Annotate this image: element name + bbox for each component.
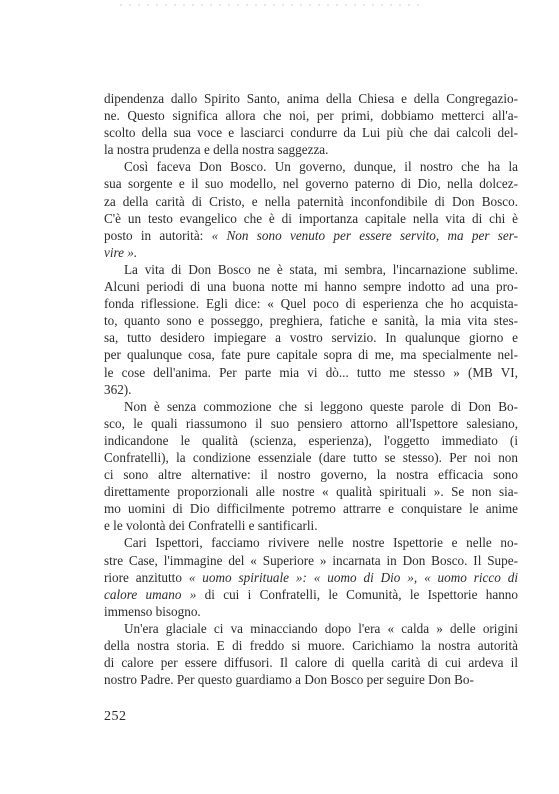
text-line [104, 449, 518, 466]
scan-artifact [120, 4, 420, 6]
text-segment: scolto della sua voce e lasciarci condurre da Lui più che dai calcoli del- [104, 125, 518, 141]
text-segment: sco, le quali riassumono il suo pensiero attorno all'Ispettore salesiano, [104, 415, 518, 431]
text-segment: mo uomini di Dio difficilmente potremo attrarre e conquistare le anime [104, 501, 518, 517]
text-segment: per qualunque cosa, fate pure capitale sopra di me, ma specialmente nel- [104, 347, 518, 363]
text-line [104, 671, 518, 688]
paragraph [104, 534, 518, 619]
text-line [104, 415, 518, 432]
paragraph [104, 158, 518, 261]
text-line [104, 398, 518, 415]
text-segment: immenso bisogno. [104, 603, 201, 619]
text-line [104, 261, 518, 278]
text-line [104, 586, 518, 603]
text-segment: indicandone le qualità (scienza, esperienza), l'oggetto immediato (i [104, 432, 518, 448]
text-segment: stre Case, l'immagine del « Superiore » incarnata in Don Bosco. Il Supe- [104, 552, 518, 568]
text-segment: Non è senza commozione che si leggono queste parole di Don Bo- [124, 398, 518, 414]
text-segment: sua sorgente e il suo modello, nel governo paterno di Dio, nella dolcez- [104, 176, 518, 192]
text-line [104, 278, 518, 295]
text-segment: di cui i Confratelli, le Comunità, le Ispettorie hanno [196, 586, 518, 602]
text-line [104, 175, 518, 192]
text-segment: la nostra prudenza e della nostra saggezza. [104, 142, 329, 158]
text-segment: za della carità di Cristo, e nella paternità inconfondibile di Don Bosco. [104, 193, 518, 209]
text-line [104, 620, 518, 637]
text-segment: riore anzitutto [104, 569, 189, 585]
text-segment: calore umano » [104, 586, 197, 602]
text-line [104, 364, 518, 381]
text-segment: ci sono altre alternative: il nostro governo, la nostra efficacia sono [104, 467, 518, 483]
text-line [104, 193, 518, 210]
text-segment: vire ». [104, 244, 138, 260]
text-segment: Cari Ispettori, facciamo rivivere nelle nostre Ispettorie e nelle no- [124, 535, 518, 551]
text-line [104, 517, 518, 534]
text-segment: le cose dell'anima. Per parte mia vi dò... tutto me stesso » (MB VI, [104, 364, 518, 380]
text-line [104, 329, 518, 346]
text-line [104, 312, 518, 329]
body-text [104, 90, 518, 688]
text-line [104, 637, 518, 654]
text-line [104, 158, 518, 175]
text-line [104, 654, 518, 671]
text-segment: Un'era glaciale ci va minacciando dopo l'era « calda » delle origini [124, 620, 518, 636]
text-line [104, 552, 518, 569]
text-line [104, 346, 518, 363]
text-segment: della nostra storia. E di freddo si muore. Carichiamo la nostra autorità [104, 638, 518, 653]
text-segment: sa, tutto desidero impiegare a vostro servizio. In qualunque giorno e [104, 330, 518, 346]
paragraph [104, 90, 518, 158]
text-line [104, 381, 518, 398]
text-segment: fonda riflessione. Egli dice: « Quel poco di esperienza che ho acquista- [104, 296, 518, 312]
text-line [104, 124, 518, 141]
text-segment: 362). [104, 381, 132, 397]
text-segment: ne. Questo significa allora che noi, per primi, dobbiamo metterci all'a- [104, 108, 518, 124]
text-segment: dipendenza dallo Spirito Santo, anima della Chiesa e della Congregazio- [104, 91, 518, 106]
text-line [104, 90, 518, 107]
text-segment: nostro Padre. Per questo guardiamo a Don Bosco per seguire Don Bo- [104, 672, 474, 688]
text-line [104, 244, 518, 261]
text-segment: direttamente proporzionali alle nostre « qualità spirituali ». Se non sia- [104, 484, 518, 500]
text-line [104, 210, 518, 227]
text-segment: « Non sono venuto per essere servito, ma per ser- [211, 227, 518, 243]
text-line [104, 227, 518, 244]
text-segment: e le volontà dei Confratelli e santificarli. [104, 518, 318, 534]
text-line [104, 295, 518, 312]
text-segment: La vita di Don Bosco ne è stata, mi sembra, l'incarnazione sublime. [124, 261, 518, 277]
text-line [104, 569, 518, 586]
page-number: 252 [104, 709, 127, 724]
text-line [104, 466, 518, 483]
text-line [104, 107, 518, 124]
text-line [104, 141, 518, 158]
text-line [104, 483, 518, 500]
paragraph [104, 620, 518, 688]
text-segment: « uomo spirituale »: « uomo di Dio », « uomo ricco di [188, 569, 518, 585]
paragraph [104, 398, 518, 535]
text-segment: Alcuni periodi di una buona notte mi hanno sempre indotto ad una pro- [104, 279, 518, 295]
text-line [104, 432, 518, 449]
text-line [104, 534, 518, 551]
text-segment: di calore per essere diffusori. Il calore di quella carità di cui ardeva il [104, 655, 518, 671]
text-segment: C'è un testo evangelico che è di importanza capitale nella vita di chi è [104, 210, 518, 226]
text-line [104, 603, 518, 620]
text-segment: Confratelli), la condizione essenziale (dare tutto se stesso). Per noi non [104, 449, 518, 465]
text-line [104, 500, 518, 517]
paragraph [104, 261, 518, 398]
text-segment: posto in autorità: [104, 227, 212, 243]
text-segment: Così faceva Don Bosco. Un governo, dunque, il nostro che ha la [124, 159, 518, 175]
text-segment: to, quanto sono e posseggo, preghiera, fatiche e sanità, la mia vita stes- [104, 313, 518, 329]
